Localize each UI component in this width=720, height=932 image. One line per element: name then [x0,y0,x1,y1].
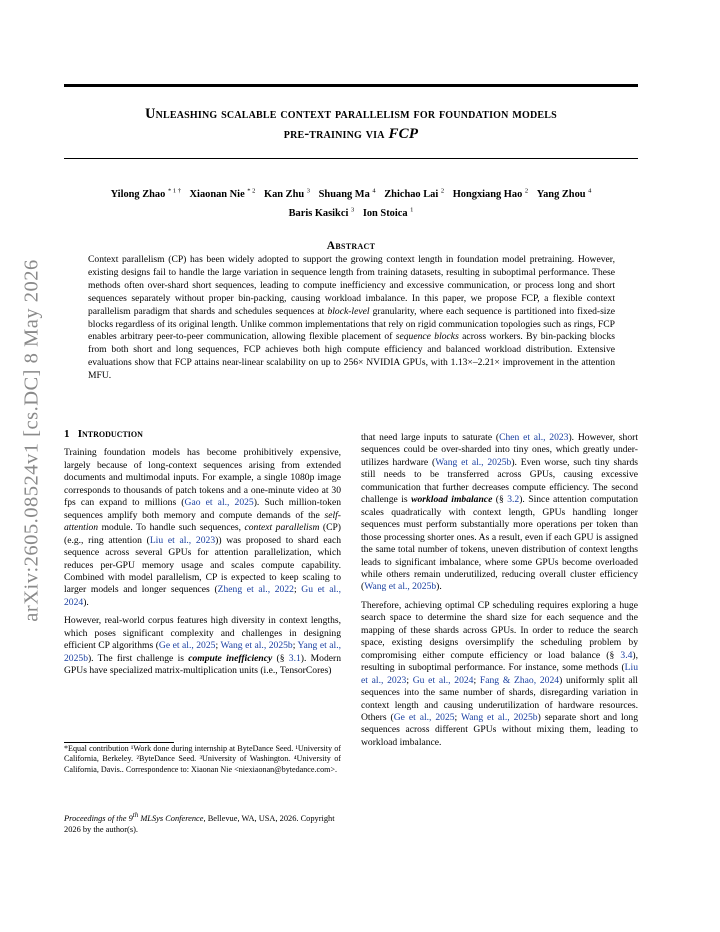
author: Yang Zhou $^4$ [536,188,592,201]
title-fcp: FCP [388,126,419,142]
author: Xiaonan Nie $^{* 2}$ [189,188,256,201]
proceedings-note: Proceedings of the 9th MLSys Conference, Bellevue, WA, USA, 2026. Copyright 2026 by the author(s). [64,811,335,834]
section-heading-introduction: 1 Introduction [64,428,143,440]
citation-link[interactable]: Wang et al., 2025b [220,640,293,652]
citation-link[interactable]: Gu et al., 2024 [412,674,474,686]
author: Ion Stoica $^1$ [362,206,414,219]
author: Shuang Ma $^4$ [318,188,376,201]
abstract-body: Context parallelism (CP) has been widely adopted to support the growing context length in foundation model pretraining. However, existing designs fail to handle the large variation in sequence length from training datasets, resulting in suboptimal performance. These methods often over-shard short sequences, leading to compute inefficiency and excessive communication, or process long and short sequences separately without proper bin-packing, causing workload imbalance. In this paper, we propose FCP, a flexible context parallelism paradigm that shards and schedules sequences at block-level granularity, where each sequence is partitioned into fixed-size blocks regardless of its original length. Unlike common implementations that rely on rigid communication topologies such as rings, FCP enables arbitrary peer-to-peer communication, allowing flexible placement of sequence blocks across workers. By bin-packing blocks from both short and long sequences, FCP achieves both high compute efficiency and balanced workload distribution. Extensive evaluations show that FCP attains near-linear scalability on up to 256× NVIDIA GPUs, with 1.13×–2.21× improvement in the attention MFU. [88,254,615,382]
section-ref-link[interactable]: 3.2 [507,494,520,506]
citation-link[interactable]: Chen et al., 2023 [499,432,569,443]
citation-link[interactable]: Zheng et al., 2022 [217,584,294,596]
citation-link[interactable]: Liu et al., 2023 [149,534,216,546]
citation-link[interactable]: Liu et al., 2023 [361,662,638,686]
author: Zhichao Lai $^2$ [384,188,445,201]
footnote-rule [64,742,174,743]
citation-link[interactable]: Wang et al., 2025b [364,581,437,593]
citation-link[interactable]: Fang & Zhao, 2024 [479,674,560,686]
author-line-2 [64,202,638,220]
title-top-rule [64,84,638,87]
title-bottom-rule [64,158,638,159]
author: Yilong Zhao $^{* 1 \dagger}$ [110,188,181,201]
title-line-1: Unleashing scalable context parallelism for foundation models [145,106,557,122]
title-line-2 [64,124,638,144]
abstract-heading: Abstract [326,240,376,252]
author: Hongxiang Hao $^2$ [452,188,529,201]
citation-link[interactable]: Wang et al., 2025b [435,456,512,468]
arxiv-id-text: arXiv:2605.08524v1 [cs.DC] 8 May 2026 [20,258,43,622]
left-column [64,428,341,684]
citation-link[interactable]: Gao et al., 2025 [184,497,254,509]
footnote-affiliations: *Equal contribution ¹Work done during internship at ByteDance Seed. ¹University of California, Berkeley. ²ByteDance Seed. ³University of Washington. ⁴University of California, Davis.. Correspondence to: Xiaonan Nie <niexiaonan@bytedance.com>. [64,744,341,774]
title-line-2-prefix: pre-training via [283,126,389,142]
intro-paragraph-1: Training foundation models has become prohibitively expensive, largely because of long-context sequences arising from extended documents and multimodal inputs. For example, a single 1080p image corresponds to thousands of patch tokens and a one-minute video at 30 fps can expand to millions (Gao et al., 2025). Such million-token sequences amplify both memory and compute demands of the self-attention module. To handle such sequences, context parallelism (CP) (e.g., ring attention (Liu et al., 2023)) was proposed to shard each sequence across several GPUs for attention parallelization, which reduces per-GPU memory usage and scales compute capability. Combined with model parallelism, CP is expected to keep scaling to larger models and longer sequences (Zheng et al., 2022; Gu et al., 2024). [64,447,342,608]
section-ref-link[interactable]: 3.4 [620,649,633,661]
intro-paragraph-4: Therefore, achieving optimal CP scheduling requires exploring a huge search space to determine the shard size for each sequence and the mapping of these shards across GPUs. In order to reduce the search space, existing designs oversimplify the scheduling problem by compromising either compute efficiency or load balance (§ 3.4), resulting in suboptimal performance. For instance, some methods (Liu et al., 2023; Gu et al., 2024; Fang & Zhao, 2024) uniformly split all sequences into the same number of shards, disregarding variation in context length and causing underutilization of hardware resources. Others (Ge et al., 2025; Wang et al., 2025b) separate short and long sequences across different GPUs without mixing them, leading to workload imbalance. [361,599,639,748]
section-ref-link[interactable]: 3.1 [288,652,301,664]
citation-link[interactable]: Ge et al., 2025 [158,640,216,652]
citation-link[interactable]: Gu et al., 2024 [64,584,341,608]
author: Baris Kasikci $^3$ [288,206,355,219]
paper-title [64,104,638,144]
author-list [64,184,638,221]
author: Kan Zhu $^3$ [264,188,311,201]
intro-paragraph-2: However, real-world corpus features high diversity in context lengths, which poses significant complexity and challenges in designing efficient CP algorithms (Ge et al., 2025; Wang et al., 2025b; Yang et al., 2025b). The first challenge is compute inefficiency (§ 3.1). Modern GPUs have specialized matrix-multiplication units (i.e., TensorCores) [64,615,341,677]
arxiv-sidebar-identifier [10,230,54,650]
intro-paragraph-3: that need large inputs to saturate (Chen et al., 2023). However, short sequences could be over-sharded into tiny ones, which greatly under-utilizes hardware (Wang et al., 2025b). Even worse, such tiny shards still needs to be transferred across GPUs, causing excessive communication that further decreases compute efficiency. The second challenge is workload imbalance (§ 3.2). Since attention computation scales quadratically with context length, GPUs handling longer sequences must perform substantially more operations per token than those processing shorter ones. As a result, even if each GPU is assigned the same total number of tokens, uneven distribution of context lengths leads to significant imbalance, where some GPUs become overloaded while others remain underutilized, reducing overall cluster efficiency (Wang et al., 2025b). [361,432,638,593]
citation-link[interactable]: Wang et al., 2025b [460,711,538,723]
right-column [361,432,638,755]
citation-link[interactable]: Ge et al., 2025 [393,711,455,723]
citation-link[interactable]: Yang et al., 2025b [64,640,341,664]
author-line-1 [64,184,638,202]
